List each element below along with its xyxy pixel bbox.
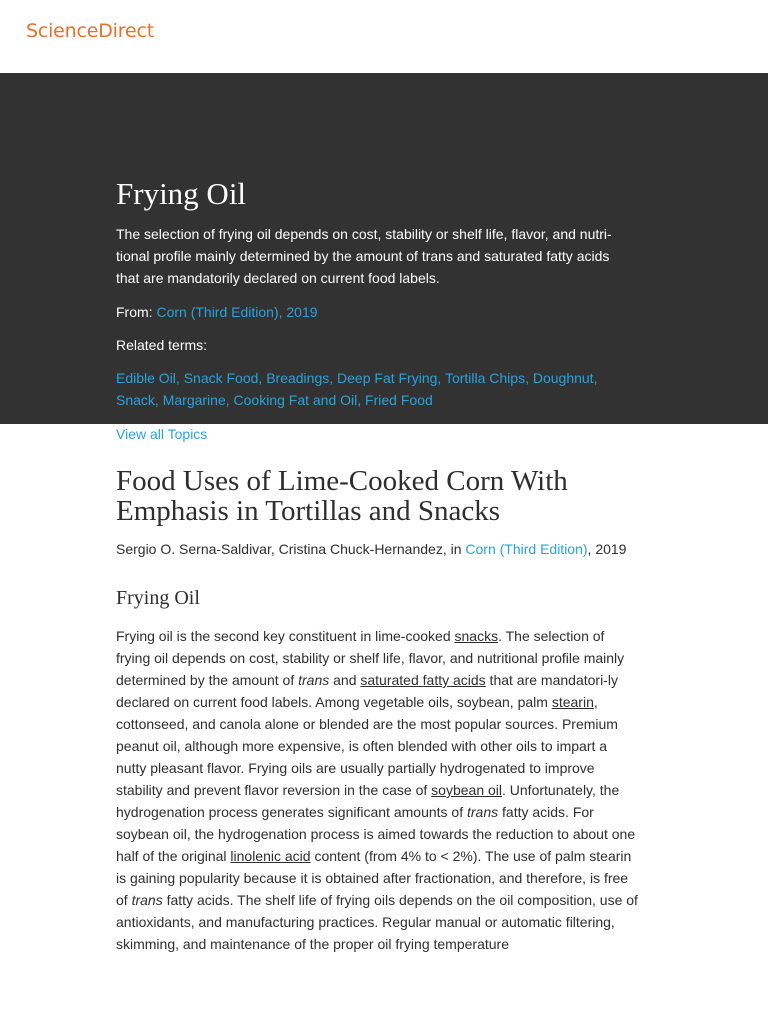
article-content [0, 424, 768, 955]
publication-year: , 2019 [587, 541, 627, 557]
body-text: fatty acids. The shelf life of frying oils depends on the oil composition, use of antioxidants, and manufacturing practices. Regular manual or automatic filtering, skimming, and maintenance of the proper oil frying temperature [116, 892, 638, 952]
topic-source [116, 301, 652, 323]
sciencedirect-logo[interactable]: ScienceDirect [26, 20, 154, 42]
body-text: and [329, 672, 361, 688]
term-separator: , [258, 370, 267, 386]
body-text: , cottonseed, and canola alone or blended are the most popular sources. Premium peanut oil, although more expensive, is often blended with other oils to impart a nutty pleasant flavor. Frying oils are usually partially hydrogenated to improve stability and prevent flavor reversion in the case of [116, 694, 618, 798]
related-term-link[interactable]: Breadings [266, 370, 330, 386]
related-term-link[interactable]: Edible Oil [116, 370, 176, 386]
term-link-saturated-fatty-acids[interactable]: saturated fatty acids [360, 672, 486, 688]
term-separator: , [525, 370, 533, 386]
related-term-link[interactable]: Margarine [162, 392, 226, 408]
italic-term: trans [298, 672, 330, 688]
topic-hero [0, 73, 768, 442]
topic-description: The selection of frying oil depends on cost, stability or shelf life, flavor, and nutri-tional profile mainly determined by the amount of trans and saturated fatty acids that are mandatorily declared on current food labels. [116, 226, 612, 286]
body-text: Frying oil is the second key constituent in lime-cooked [116, 628, 455, 644]
view-all-topics-link[interactable]: View all Topics [116, 426, 208, 442]
term-separator: , [329, 370, 338, 386]
related-term-link[interactable]: Cooking Fat and Oil [233, 392, 358, 408]
related-term-link[interactable]: Snack Food [183, 370, 259, 386]
authors: Sergio O. Serna-Saldivar, Cristina Chuck-Hernandez, in [116, 541, 466, 557]
article-title[interactable]: Food Uses of Lime-Cooked Corn With Emphasis in Tortillas and Snacks [116, 465, 568, 527]
related-term-link[interactable]: Fried Food [365, 392, 433, 408]
source-link[interactable]: Corn (Third Edition), 2019 [156, 304, 318, 320]
related-terms-label: Related terms: [116, 337, 208, 353]
body-text: . Unfortunately, the hydrogenation process generates significant amounts of [116, 782, 620, 820]
topic-title: Frying Oil [116, 176, 247, 211]
related-term-link[interactable]: Tortilla Chips [444, 370, 526, 386]
from-label: From: [116, 304, 157, 320]
term-link-linolenic-acid[interactable]: linolenic acid [230, 848, 311, 864]
article-byline [116, 538, 640, 560]
top-bar [0, 0, 768, 73]
term-link-soybean-oil[interactable]: soybean oil [431, 782, 502, 798]
italic-term: trans [467, 804, 499, 820]
italic-term: trans [131, 892, 163, 908]
body-text: content (from 4% to < 2%). The use of palm stearin is gaining popularity because it is obtained after fractionation, and therefore, is free of [116, 848, 632, 908]
term-separator: , [437, 370, 445, 386]
term-separator: , [357, 392, 366, 408]
section-title: Frying Oil [116, 587, 200, 609]
body-text: fatty acids. For soybean oil, the hydrogenation process is aimed towards the reduction to about one half of the original [116, 804, 636, 864]
related-term-link[interactable]: Doughnut [532, 370, 594, 386]
related-term-link[interactable]: Snack [116, 392, 155, 408]
related-term-link[interactable]: Deep Fat Frying [337, 370, 438, 386]
body-text: . The selection of frying oil depends on cost, stability or shelf life, flavor, and nutritional profile mainly determined by the amount of [116, 628, 625, 688]
term-separator: , [175, 370, 184, 386]
body-text: that are mandatori-ly declared on current food labels. Among vegetable oils, soybean, palm [116, 672, 618, 710]
term-separator: , [154, 392, 163, 408]
related-terms-list [116, 367, 636, 411]
term-separator: , [225, 392, 234, 408]
article-body [116, 625, 640, 955]
term-separator: , [593, 370, 598, 386]
term-link-snacks[interactable]: snacks [454, 628, 499, 644]
book-link[interactable]: Corn (Third Edition) [465, 541, 588, 557]
term-link-stearin[interactable]: stearin [551, 694, 594, 710]
